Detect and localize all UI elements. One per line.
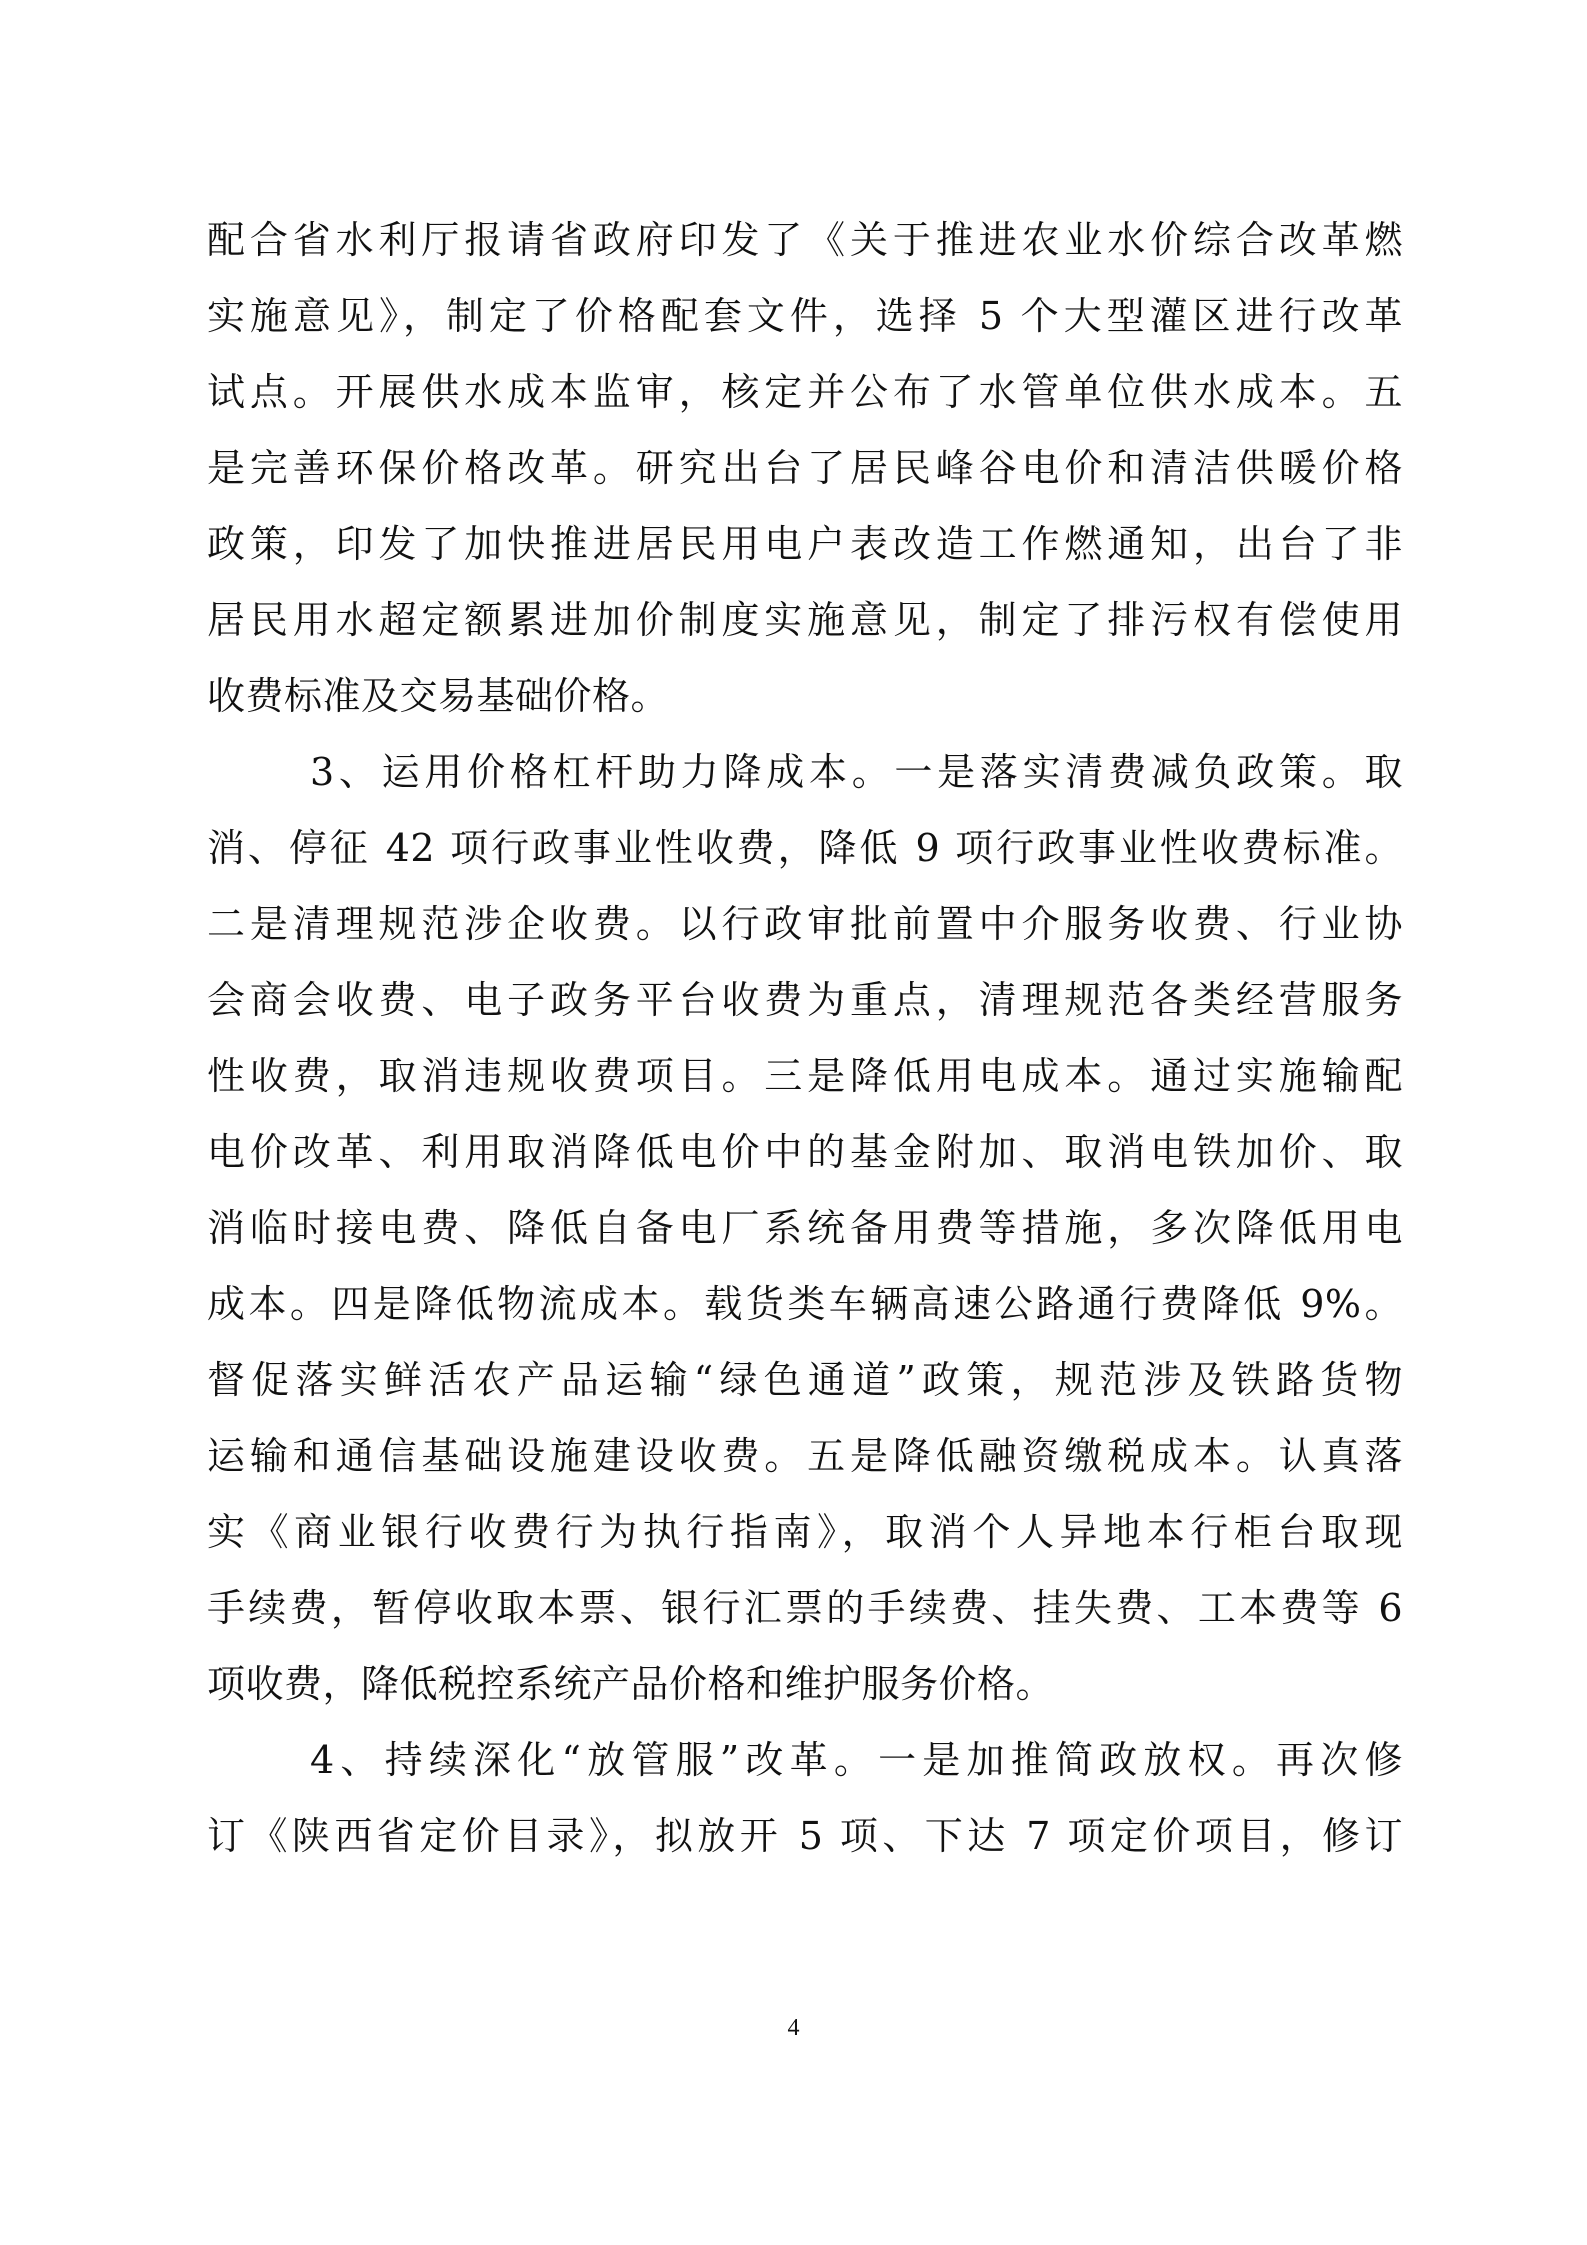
paragraph-line: 试点。开展供水成本监审，核定并公布了水管单位供水成本。五: [207, 370, 1403, 414]
paragraph-line: 成本。四是降低物流成本。载货类车辆高速公路通行费降低 9%。: [207, 1282, 1403, 1326]
paragraph-line: 实施意见》，制定了价格配套文件，选择 5 个大型灌区进行改革: [207, 294, 1403, 338]
section-3-heading-line: 3、运用价格杠杆助力降成本。一是落实清费减负政策。取: [310, 750, 1403, 794]
paragraph-line: 会商会收费、电子政务平台收费为重点，清理规范各类经营服务: [207, 978, 1403, 1022]
paragraph-line: 项收费，降低税控系统产品价格和维护服务价格。: [207, 1662, 1055, 1706]
paragraph-line: 是完善环保价格改革。研究出台了居民峰谷电价和清洁供暖价格: [207, 446, 1403, 490]
paragraph-line: 居民用水超定额累进加价制度实施意见，制定了排污权有偿使用: [207, 598, 1403, 642]
paragraph-line: 收费标准及交易基础价格。: [207, 674, 670, 718]
paragraph-line: 消、停征 42 项行政事业性收费，降低 9 项行政事业性收费标准。: [207, 826, 1403, 870]
paragraph-line: 消临时接电费、降低自备电厂系统备用费等措施，多次降低用电: [207, 1206, 1403, 1250]
document-body: [207, 202, 1403, 1874]
paragraph-line: 运输和通信基础设施建设收费。五是降低融资缴税成本。认真落: [207, 1434, 1403, 1478]
paragraph-line: 电价改革、利用取消降低电价中的基金附加、取消电铁加价、取: [207, 1130, 1403, 1174]
paragraph-line: 手续费，暂停收取本票、银行汇票的手续费、挂失费、工本费等 6: [207, 1586, 1403, 1630]
page-number: 4: [787, 2015, 800, 2041]
paragraph-line: 订《陕西省定价目录》，拟放开 5 项、下达 7 项定价项目，修订: [207, 1814, 1403, 1858]
section-4-heading-line: 4、持续深化“放管服”改革。一是加推简政放权。再次修: [310, 1738, 1403, 1782]
paragraph-line: 实《商业银行收费行为执行指南》，取消个人异地本行柜台取现: [207, 1510, 1403, 1554]
paragraph-line: 配合省水利厅报请省政府印发了《关于推进农业水价综合改革燃: [207, 218, 1403, 262]
paragraph-line: 政策，印发了加快推进居民用电户表改造工作燃通知，出台了非: [207, 522, 1403, 566]
paragraph-line: 督促落实鲜活农产品运输“绿色通道”政策，规范涉及铁路货物: [207, 1358, 1403, 1402]
paragraph-line: 二是清理规范涉企收费。以行政审批前置中介服务收费、行业协: [207, 902, 1403, 946]
paragraph-line: 性收费，取消违规收费项目。三是降低用电成本。通过实施输配: [207, 1054, 1403, 1098]
